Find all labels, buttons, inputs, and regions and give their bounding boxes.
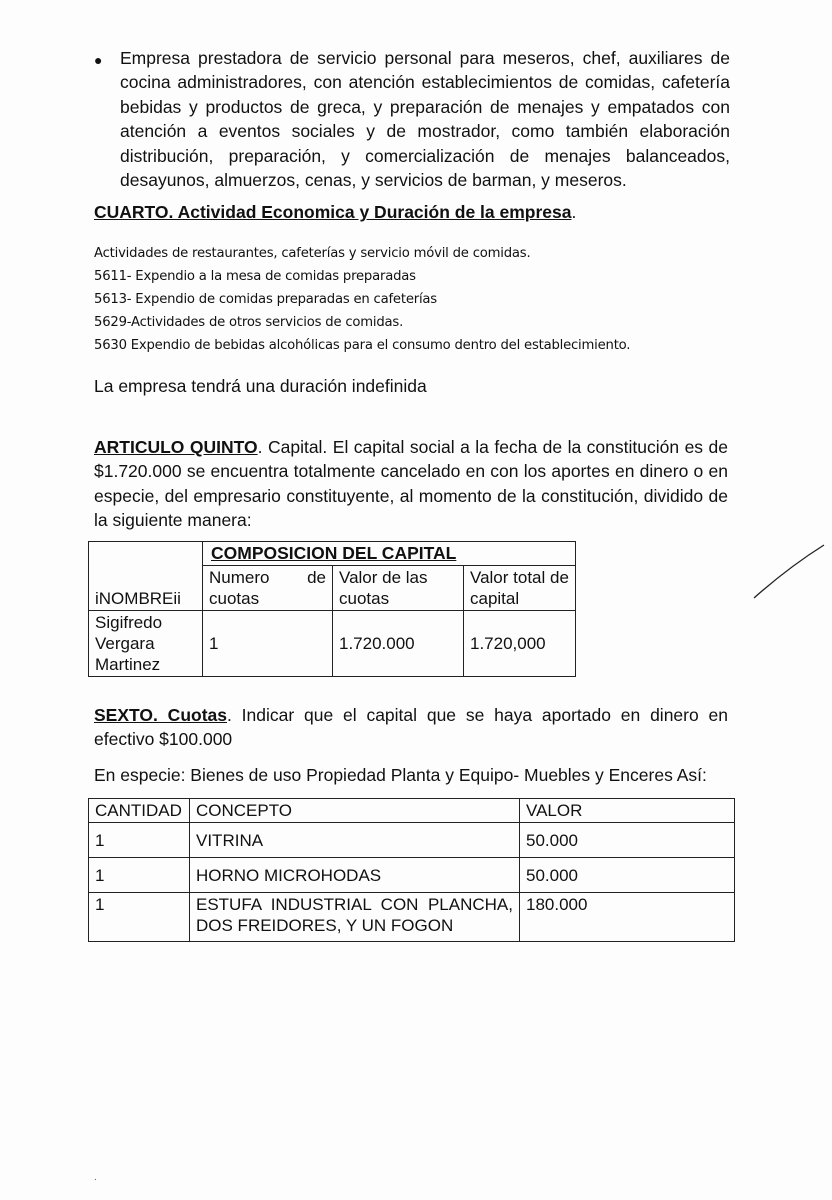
capital-table [88, 541, 576, 677]
table-row [89, 858, 735, 893]
scan-speck: . [94, 1172, 97, 1183]
pen-mark-icon [752, 542, 828, 602]
activity-line: 5611- Expendio a la mesa de comidas preparadas [94, 269, 416, 284]
service-description: Empresa prestadora de servicio personal para meseros, chef, auxiliares de cocina administradores, con atención establecimientos de comidas, cafetería bebidas y productos de greca, y preparación de menajes y empatados con atención a eventos sociales y de mostrador, como también elaboración distribución, preparación, y comercialización de menajes balanceados, desayunos, almuerzos, cenas, y servicios de barman, y meseros. [120, 48, 730, 191]
activity-line: 5630 Expendio de bebidas alcohólicas para el consumo dentro del establecimiento. [94, 338, 631, 353]
name-header-cell [89, 542, 203, 611]
activity-line: Actividades de restaurantes, cafeterías y servicio móvil de comidas. [94, 246, 531, 261]
value-cell: 50.000 [520, 858, 735, 893]
concept-cell: HORNO MICROHODAS [190, 858, 520, 893]
quinto-heading: ARTICULO QUINTO [94, 437, 258, 457]
col-cuotas-header: Numero de cuotas [203, 566, 333, 611]
cuarto-heading-line [94, 202, 576, 223]
qty-cell: 1 [89, 893, 190, 942]
valor-cuotas-cell: 1.720.000 [333, 611, 464, 677]
sexto-text: . Indicar que el capital que se haya aportado en dinero en efectivo $100.000 [94, 705, 728, 750]
owner-name-cell: Sigifredo Vergara Martinez [89, 611, 203, 677]
concept-cell: ESTUFA INDUSTRIAL CON PLANCHA, DOS FREIDORES, Y UN FOGON [190, 893, 520, 942]
cuotas-cell: 1 [203, 611, 333, 677]
activity-line: 5629-Actividades de otros servicios de comidas. [94, 315, 404, 330]
name-header: iNOMBREii [95, 589, 181, 608]
col-valor-total-header: Valor total de capital [464, 566, 576, 611]
quinto-text: . Capital. El capital social a la fecha de la constitución es de $1.720.000 se encuentra totalmente cancelado en con los aportes en dinero o en especie, del empresario constituyente, al momento de la constitución, dividido de la siguiente manera: [94, 437, 728, 531]
value-cell: 50.000 [520, 823, 735, 858]
valor-total-cell: 1.720,000 [464, 611, 576, 677]
table-header-row [89, 799, 735, 823]
header-cantidad: CANTIDAD [89, 799, 190, 823]
especie-text: En especie: Bienes de uso Propiedad Planta y Equipo- Muebles y Enceres Así: [94, 765, 707, 785]
activity-list [94, 242, 630, 357]
cuarto-heading: CUARTO. Actividad Economica y Duración de la empresa [94, 202, 572, 222]
bullet-icon: ● [94, 52, 103, 68]
header-valor: VALOR [520, 799, 735, 823]
cuarto-heading-suffix: . [571, 202, 577, 222]
table-row [89, 893, 735, 942]
capital-title: COMPOSICION DEL CAPITAL [203, 542, 576, 566]
duration-text: La empresa tendrá una duración indefinida [94, 376, 427, 396]
col-valor-cuotas-header: Valor de las cuotas [333, 566, 464, 611]
concept-cell: VITRINA [190, 823, 520, 858]
sexto-heading: SEXTO. Cuotas [94, 705, 227, 725]
table-row [89, 823, 735, 858]
sexto-paragraph [94, 703, 728, 752]
value-cell: 180.000 [520, 893, 735, 942]
quinto-paragraph [94, 435, 728, 533]
qty-cell: 1 [89, 823, 190, 858]
goods-table [88, 798, 735, 942]
qty-cell: 1 [89, 858, 190, 893]
activity-line: 5613- Expendio de comidas preparadas en cafeterías [94, 292, 437, 307]
bullet-item [94, 46, 730, 192]
header-concepto: CONCEPTO [190, 799, 520, 823]
